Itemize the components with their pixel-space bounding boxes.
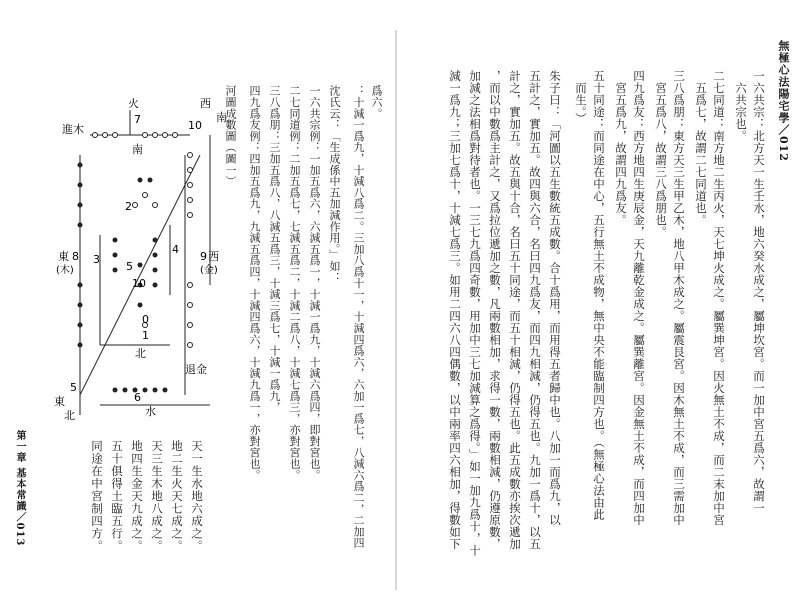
left-text-line-5: 四九爲友例：四加五爲九，九減五爲四，十減四爲六，十減九爲一，亦對宮也。	[248, 85, 261, 481]
inner-zero-num: 0	[142, 313, 149, 326]
right-text-line-11: 朱子曰：「河圖以五生數統五成數。合十爲用，而用得五者歸中也。八加一而爲九，以	[548, 70, 562, 526]
verse-line-4: 地四生金天九成之。	[130, 440, 144, 553]
right-text-line-15: 加減之法相爲對待者也。一三七九爲四奇數，用加中三七加減算之爲得。」如一加九爲十，十	[468, 70, 482, 557]
south-inner-label: 南	[132, 143, 143, 156]
verse-line-6: 同途在中宮制四方。	[90, 440, 104, 553]
east-bottom-label: 東	[54, 395, 65, 408]
wood-label: (木)	[56, 265, 74, 276]
east-label: 東	[58, 250, 69, 263]
west-label: 西	[208, 250, 219, 263]
center-ten-num: 10	[132, 277, 146, 290]
right-text-line-3: 二七同道：南方地二生丙火，天七坤火成之。屬巽坤宮。因火無土不成，而二末加中宮	[712, 70, 726, 526]
right-text-line-16: 減一爲九；三加七爲十，十減七爲三。如用二四六八四偶數，以中兩率四六相加，得數如下	[448, 70, 462, 550]
retreat-metal-label: 退金	[185, 363, 207, 376]
left-text-line-3: 一六共宗例：一加五爲六，六減五爲一，十減一爲九，十減六爲四，即對宮也。	[308, 85, 321, 481]
diagram-title: 河圖成數圖（圖一）	[224, 85, 237, 187]
inner-two-num: 2	[125, 200, 132, 213]
right-text-line-7: 四九爲友：西方地四生庚辰金，天九離乾金成之。屬巽離宮。因金無土不成，而四加中	[632, 70, 646, 526]
verse-line-2: 地二生火天七成之。	[170, 440, 184, 553]
north-six-num: 6	[134, 391, 141, 404]
west-top-label: 西	[200, 97, 211, 110]
corner-five-num: 5	[70, 381, 77, 394]
right-text-line-2: 六共宗也。	[734, 82, 748, 142]
verse-line-1: 天一生水地六成之。	[190, 440, 204, 553]
right-text-line-13: 計之，實加五。故五與十合，名曰五十同途，而五十相減，仍得五也。此五成數亦挨次遞加	[508, 70, 522, 550]
verse-line-3: 天三生木地八成之。	[150, 440, 164, 553]
right-text-line-6: 宮五爲八，故謂三八爲朋也。	[654, 82, 668, 238]
south-top-label: 南	[216, 111, 227, 124]
north-bottom-label: 北	[64, 409, 75, 422]
south-seven-num: 7	[134, 113, 141, 126]
left-text-line-4: 沈氏云：「生成係中五加減作用。」如：	[328, 85, 341, 283]
right-page-header: 無極心法陽宅學／012	[777, 40, 790, 162]
left-text-line-2: 二七同道例：二加五爲七，七減五爲二，十減二爲八，十減七爲三，亦對宮也。	[288, 85, 301, 481]
south-fire-label: 火	[128, 97, 139, 110]
right-text-line-14: ，而以中數爲主計之，又爲拉位遞加之數，凡兩數相加，求得一數，兩數相減，仍遵原數，	[488, 70, 502, 550]
right-text-line-8: 宮五爲九，故謂四九爲友。	[614, 82, 628, 226]
right-text-line-9: 五十同途：而同途在中心，五行無土不成物，無中央不能臨制四方也。（無極心法由此	[592, 70, 606, 521]
right-text-line-5: 三八爲朋：東方天三生甲乙木，地八甲木成之。屬震艮宮。因木無土不成，而三需加中	[672, 70, 686, 526]
inner-three-num: 3	[93, 253, 100, 266]
water-label: 水	[145, 405, 156, 418]
inner-four-num: 4	[172, 243, 179, 256]
metal-label: (金)	[200, 265, 218, 276]
left-text-line-1: 三八爲朋：三加五爲八，八減五爲三，十減三爲七，十減一爲九，	[268, 85, 281, 413]
left-text-line-7: 爲六。	[370, 85, 383, 119]
right-text-line-12: 五計之，實加五。故四與六合，名曰四九爲友，而四九相減，仍得五也。九加一爲十，以五	[528, 70, 542, 550]
east-eight-num: 8	[72, 250, 79, 263]
left-text-line-6: ：十減一爲九，十減八爲二。三加八爲十一，十減四爲六，六加一爲七，八減六爲二，二加四	[352, 85, 365, 549]
verse-line-5: 五十俱得土臨五行。	[110, 440, 124, 553]
right-text-line-1: 一六共宗：北方天一生壬水，地六癸水成之，屬坤坎宮。而一加中宮五爲六，故謂一	[752, 70, 766, 514]
west-ten-num: 10	[188, 119, 202, 132]
inner-one-num: 1	[142, 329, 149, 342]
right-text-line-10: 而生。）	[574, 82, 588, 125]
hetu-diagram	[54, 95, 230, 425]
north-inner-label: 北	[135, 347, 146, 360]
west-nine-num: 9	[200, 250, 207, 263]
right-text-line-4: 五爲七，故謂二七同道也。	[694, 82, 708, 226]
page-gutter	[395, 30, 397, 590]
center-five-num: 5	[126, 260, 133, 273]
left-page-header: 第一章 基本常識／013	[14, 430, 25, 547]
jin-mu-label: 進木	[62, 123, 84, 136]
